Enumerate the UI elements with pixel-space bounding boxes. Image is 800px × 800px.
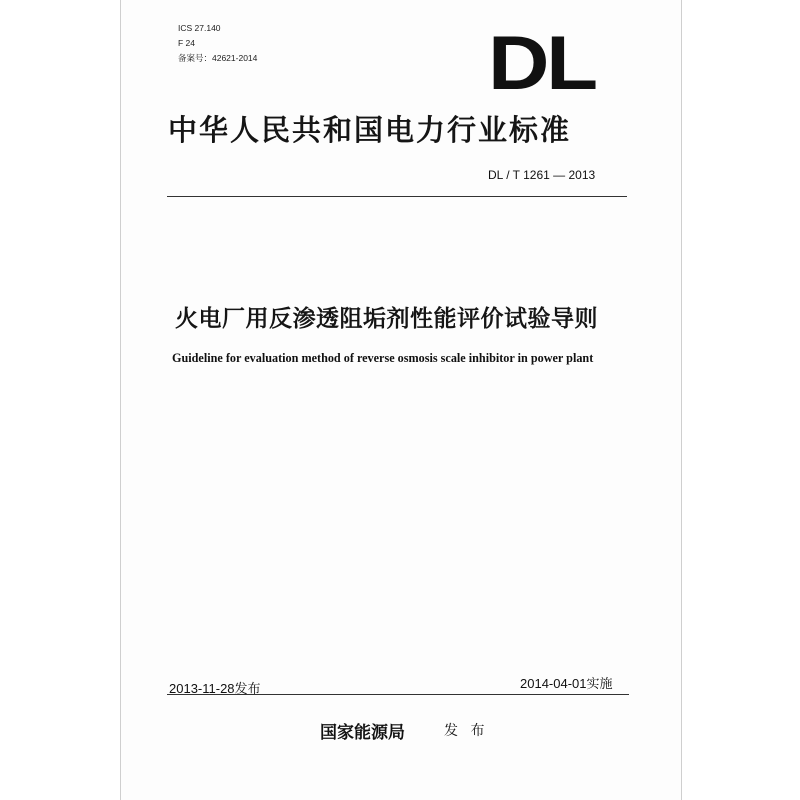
title-english: Guideline for evaluation method of reverse osmosis scale inhibitor in power plant: [172, 351, 594, 365]
footer-divider: [167, 694, 629, 695]
ics-code: ICS 27.140: [178, 23, 221, 33]
header-divider: [167, 196, 627, 197]
publish-label: 发 布: [444, 723, 489, 739]
issue-date: 2013-11-28发布: [169, 681, 261, 696]
organization-title: 中华人民共和国电力行业标准: [168, 113, 572, 147]
classification-code: F 24: [178, 38, 196, 48]
standard-number: DL / T 1261 — 2013: [488, 168, 596, 182]
publisher-name: 国家能源局: [320, 723, 405, 743]
title-chinese: 火电厂用反渗透阻垢剂性能评价试验导则: [175, 306, 598, 332]
implementation-date: 2014-04-01实施: [520, 676, 613, 691]
record-number: 备案号：42621-2014: [178, 53, 258, 63]
dl-logo: DL: [488, 21, 595, 106]
